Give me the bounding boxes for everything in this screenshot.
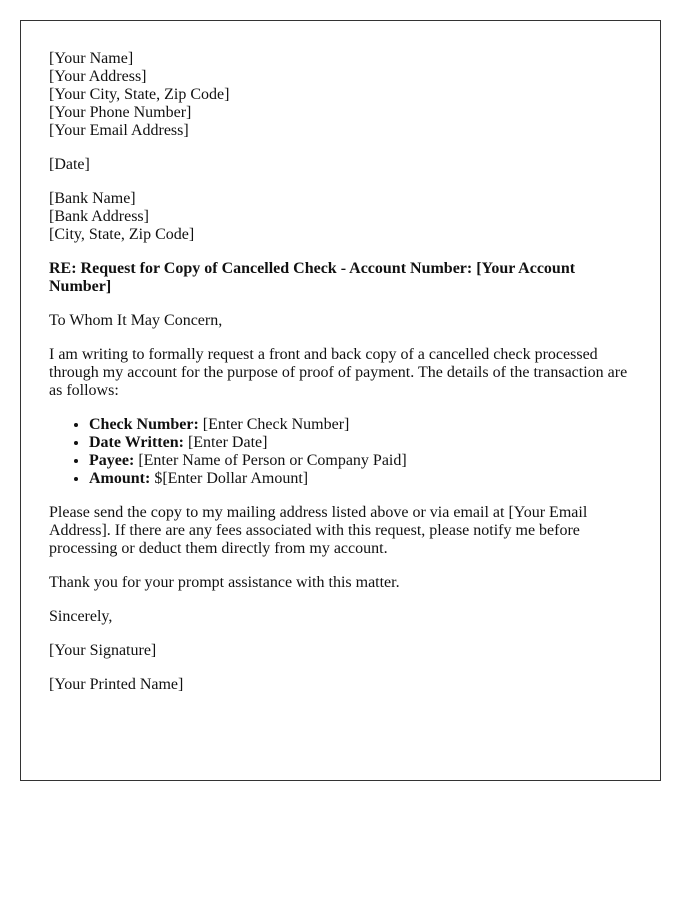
sender-block — [49, 50, 634, 140]
salutation: To Whom It May Concern, — [49, 312, 223, 329]
sender-phone: [Your Phone Number] — [49, 104, 192, 121]
printed-name: [Your Printed Name] — [49, 676, 184, 693]
recipient-block — [49, 190, 634, 244]
sender-email: [Your Email Address] — [49, 122, 189, 139]
detail-amount — [89, 470, 634, 488]
signature: [Your Signature] — [49, 642, 157, 659]
detail-label: Date Written: — [89, 434, 184, 451]
thanks-paragraph: Thank you for your prompt assistance with this matter. — [49, 574, 400, 591]
letter-page — [20, 20, 661, 781]
recipient-city-state-zip: [City, State, Zip Code] — [49, 226, 195, 243]
detail-date-written — [89, 434, 634, 452]
closing: Sincerely, — [49, 608, 113, 625]
detail-check-number — [89, 416, 634, 434]
sender-address: [Your Address] — [49, 68, 147, 85]
recipient-bank-name: [Bank Name] — [49, 190, 136, 207]
delivery-paragraph: Please send the copy to my mailing address listed above or via email at [Your Email Address]. If there are any fees associated with this request, please notify me before processing or deduct them directly from my account. — [49, 504, 588, 557]
sender-city-state-zip: [Your City, State, Zip Code] — [49, 86, 230, 103]
detail-label: Amount: — [89, 470, 151, 487]
detail-value: [Enter Name of Person or Company Paid] — [134, 452, 407, 469]
recipient-bank-address: [Bank Address] — [49, 208, 149, 225]
transaction-details-list — [49, 416, 634, 488]
detail-value: [Enter Date] — [183, 434, 268, 451]
detail-value: [Enter Check Number] — [198, 416, 350, 433]
detail-value: $[Enter Dollar Amount] — [150, 470, 309, 487]
letter-content — [49, 50, 634, 710]
detail-label: Payee: — [89, 452, 135, 469]
detail-label: Check Number: — [89, 416, 199, 433]
detail-payee — [89, 452, 634, 470]
subject-line: RE: Request for Copy of Cancelled Check - Account Number: [Your Account Number] — [49, 260, 576, 295]
sender-name: [Your Name] — [49, 50, 134, 67]
letter-date: [Date] — [49, 156, 90, 173]
intro-paragraph: I am writing to formally request a front and back copy of a cancelled check processed through my account for the purpose of proof of payment. The details of the transaction are as follows: — [49, 346, 628, 399]
